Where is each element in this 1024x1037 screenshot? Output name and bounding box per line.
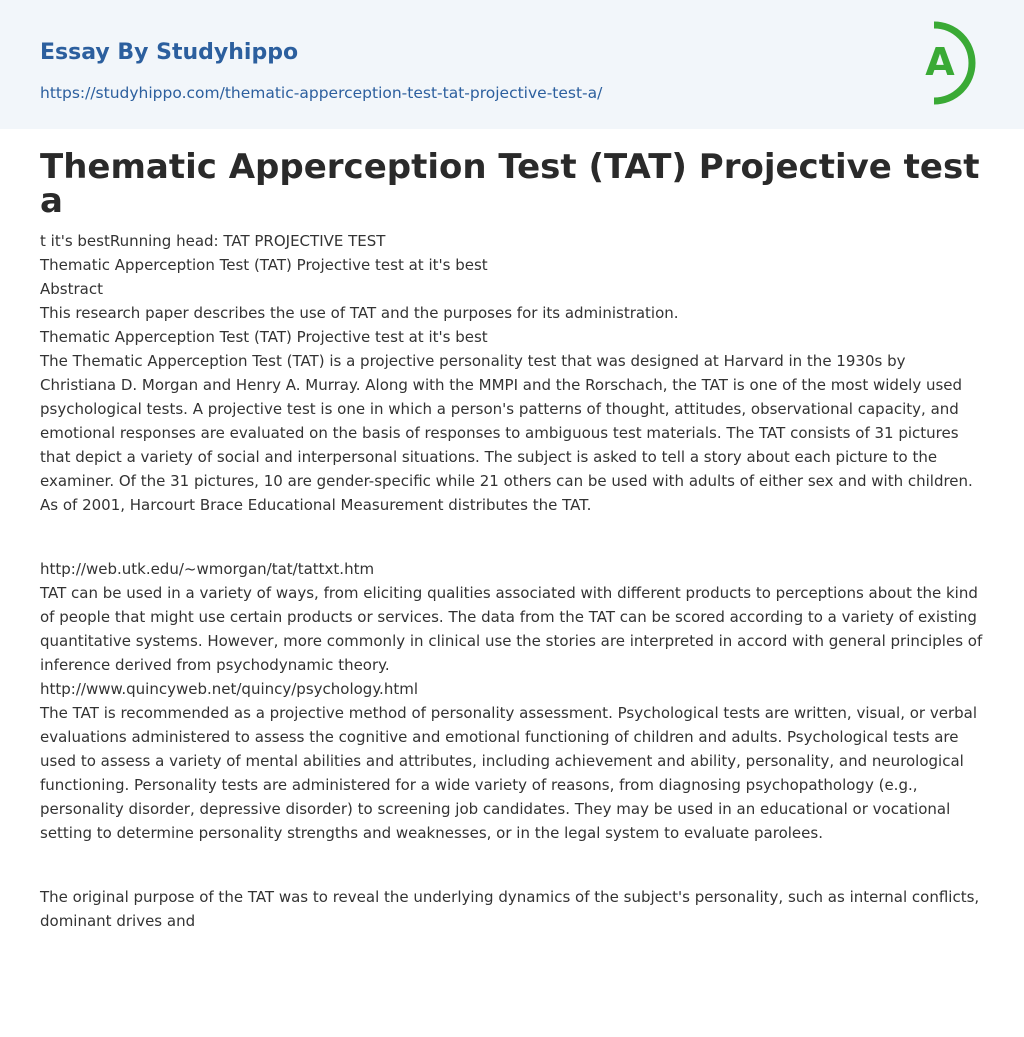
essay-paragraph: The TAT is recommended as a projective method of personality assessment. Psychological tests are written, visual, or verbal evaluations administered to assess the cognitive and emotional functioning of children and adults. Psychological tests are used to assess a variety of mental abilities and attributes, including achievement and ability, personality, and neurological functioning. Personality tests are administered for a wide variety of reasons, from diagnosing psychopathology (e.g., personality disorder, depressive disorder) to screening job candidates. They may be used in an educational or vocational setting to determine personality strengths and weaknesses, or in the legal system to evaluate parolees. (40, 704, 977, 842)
paragraph-spacer (40, 517, 986, 557)
essay-title-container (40, 147, 990, 221)
essay-paragraph: The Thematic Apperception Test (TAT) is a projective personality test that was designed at Harvard in the 1930s by Christiana D. Morgan and Henry A. Murray. Along with the MMPI and the Rorschach, the TAT is one of the most widely used psychological tests. A projective test is one in which a person's patterns of thought, attitudes, observational capacity, and emotional responses are evaluated on the basis of responses to ambiguous test materials. The TAT consists of 31 pictures that depict a variety of social and interpersonal situations. The subject is asked to tell a story about each picture to the examiner. Of the 31 pictures, 10 are gender-specific while 21 others can be used with adults of either sex and with children. As of 2001, Harcourt Brace Educational Measurement distributes the TAT. (40, 352, 973, 514)
essay-paragraph: TAT can be used in a variety of ways, from eliciting qualities associated with different products to perceptions about the kind of people that might use certain products or services. The data from the TAT can be scored according to a variety of existing quantitative systems. However, more commonly in clinical use the stories are interpreted in accord with general principles of inference derived from psychodynamic theory. (40, 584, 983, 674)
logo-letter: A (925, 40, 955, 84)
site-header (0, 0, 1024, 129)
studyhippo-logo-icon[interactable] (912, 19, 988, 107)
source-url-link[interactable]: https://studyhippo.com/thematic-apperception-test-tat-projective-test-a/ (40, 84, 603, 102)
essay-line: This research paper describes the use of TAT and the purposes for its administration. (40, 304, 679, 322)
essay-line: t it's bestRunning head: TAT PROJECTIVE TEST (40, 232, 386, 250)
essay-paragraph: The original purpose of the TAT was to reveal the underlying dynamics of the subject's personality, such as internal conflicts, dominant drives and (40, 888, 980, 930)
essay-body (40, 229, 986, 933)
brand-title[interactable]: Essay By Studyhippo (40, 40, 299, 65)
essay-title: Thematic Apperception Test (TAT) Projective test a (40, 147, 980, 221)
reference-link[interactable]: http://web.utk.edu/~wmorgan/tat/tattxt.htm (40, 560, 375, 578)
essay-line: Thematic Apperception Test (TAT) Projective test at it's best (40, 328, 488, 346)
reference-link[interactable]: http://www.quincyweb.net/quincy/psychology.html (40, 680, 418, 698)
paragraph-spacer (40, 845, 986, 885)
essay-line: Thematic Apperception Test (TAT) Projective test at it's best (40, 256, 488, 274)
essay-line: Abstract (40, 280, 103, 298)
